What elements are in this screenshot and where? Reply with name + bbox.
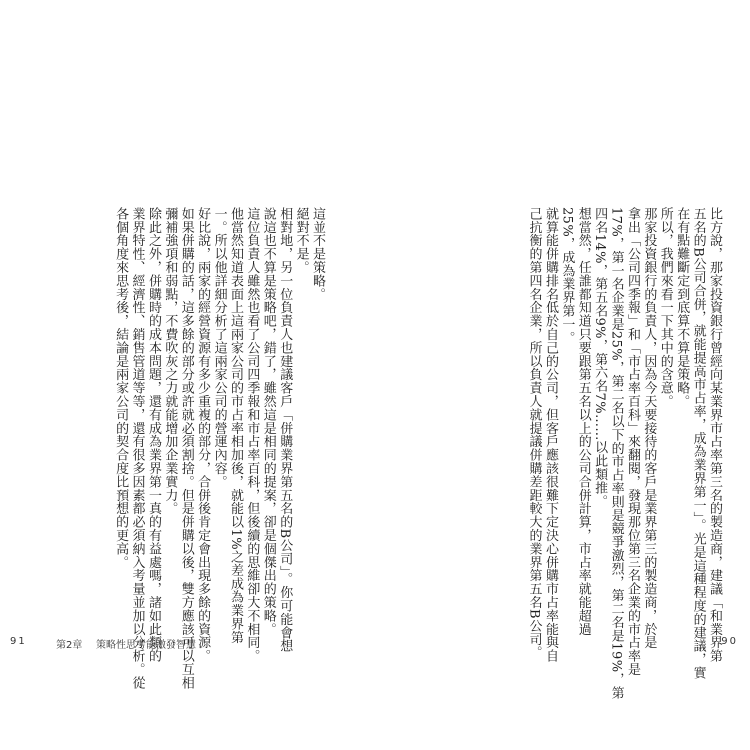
text-column: 五名的B公司合併，就能提高市占率，成為業界第一」。光是這種程度的建議，實 [690,207,706,680]
text-column: 說這也不算是策略吧，錯了，雖然這是相同的提案，卻是個傑出的策略。 [260,207,276,636]
text-column: 那家投資銀行的負責人，因為今天要接待的客戶是業界第三的製造商，於是 [641,207,657,650]
text-column: 好比說，兩家的經營資源有多少重複的部分，合併後肯定會出現多餘的資源。 [195,207,211,663]
text-column: 所以，我們來看一下其中的含意。 [657,207,673,408]
chapter-label: 第2章 [56,640,83,651]
chapter-title: 策略性思考能激發智慧 [96,640,196,651]
text-column: 這位負責人雖然也看了公司四季報和市占率百科，但後續的思維卻大不相同。 [244,207,260,663]
page-number: 91 [10,636,27,647]
text-column: 拿出「公司四季報」和「市占率百科」來翻閱，發現那位第三名企業的市占率是 [624,207,640,676]
text-column: 比方說，那家投資銀行曾經向某業界市占率第三名的製造商，建議「和業界第 [707,207,722,663]
text-column: 25%，成為業界第一。 [559,207,575,345]
text-column: 17%，第一名企業是25%，第二名以下的市占率則是競爭激烈，第二名是19%，第 [608,207,624,700]
text-column: 就算能併購排名低於自己的公司，但客戶應該很難下定決心併購市占率能與自 [542,207,558,663]
text-column: 己抗衡的第四名企業，所以負責人就提議併購差距較大的業界第五名B公司。 [526,207,542,660]
right-page-body [402,207,722,700]
text-column: 這並不是策略。 [310,207,325,301]
text-column: 彌補強項和弱點，不費吹灰之力就能增加企業實力。 [162,207,178,516]
page-number: 90 [721,636,738,647]
text-column: 四名14%，第五名9%，第六名7%……以此類推。 [592,207,608,508]
text-column: 相對地，另一位負責人也建議客戶「併購業界第五名的B公司」。你可能會想 [277,207,293,653]
text-column: 在有點難斷定到底算不算是策略。 [674,207,690,408]
text-column: 除此之外，併購時的成本問題，還有成為業界第一真的有益處嗎，諸如此類的 [145,207,161,663]
text-column: 各個角度來思考後，結論是兩家公司的契合度比預想的更高。 [113,207,129,569]
right-page [375,0,750,750]
text-column: 一。所以他詳細分析了這兩家公司的營運內容。 [211,207,227,489]
text-column: 如果併購的話，這多餘的部分或許就必須割捨。但是併購以後，雙方應該可以互相 [178,207,194,690]
text-column: 業界特性、經濟性、銷售管道等等，還有很多因素都必須納入考量並加以分析。從 [129,207,145,690]
text-column: 想當然，任誰都知道只要跟第五名以上的公司合併計算，市占率就能超過 [575,207,591,636]
text-column: 他當然知道表面上這兩家公司的市占率相加後，就能以1%之差成為業界第 [227,207,243,644]
text-column: 絕對不是。 [293,207,309,274]
